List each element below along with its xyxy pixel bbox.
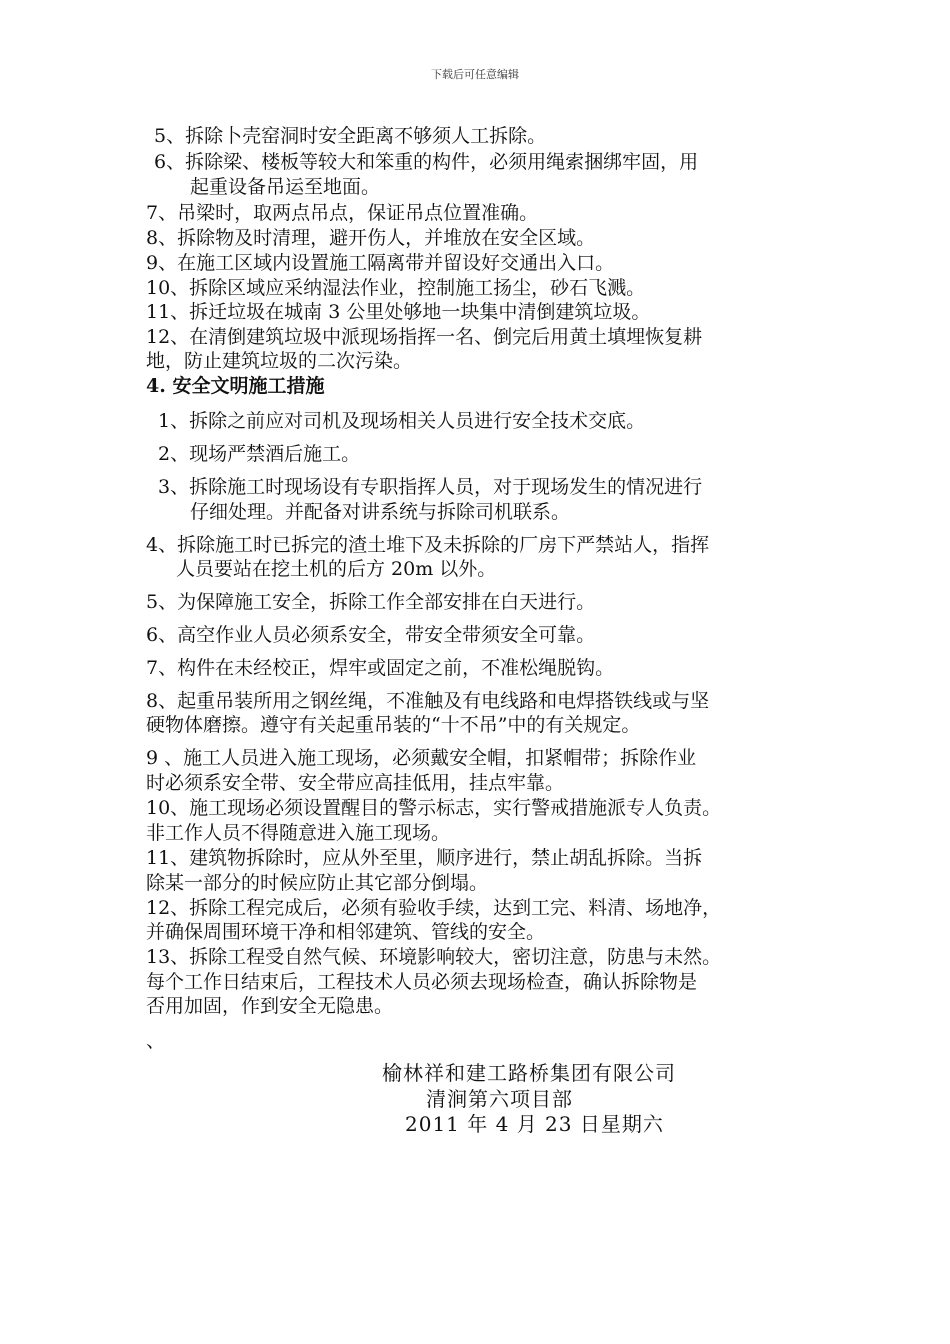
body-line: 硬物体磨擦。遵守有关起重吊装的“十不吊”中的有关规定。 (146, 714, 641, 736)
body-line: 并确保周围环境干净和相邻建筑、管线的安全。 (146, 921, 546, 943)
body-line: 8、拆除物及时清理，避开伤人，并堆放在安全区域。 (146, 227, 596, 249)
signature-company: 榆林祥和建工路桥集团有限公司 (382, 1061, 676, 1085)
body-line: 2、现场严禁酒后施工。 (158, 443, 361, 465)
body-line: 12、拆除工程完成后，必须有验收手续，达到工完、料清、场地净， (146, 897, 722, 919)
body-line: 4、拆除施工时已拆完的渣土堆下及未拆除的厂房下严禁站人，指挥 (146, 534, 710, 556)
body-line: 3、拆除施工时现场设有专职指挥人员，对于现场发生的情况进行 (158, 476, 703, 498)
body-line: 7、吊梁时，取两点吊点，保证吊点位置准确。 (146, 202, 539, 224)
body-line: 每个工作日结束后，工程技术人员必须去现场检查，确认拆除物是 (146, 971, 698, 993)
body-line: 除某一部分的时候应防止其它部分倒塌。 (146, 872, 489, 894)
stray-punctuation: 、 (146, 1030, 166, 1052)
body-line: 否用加固，作到安全无隐患。 (146, 995, 394, 1017)
body-line: 1、拆除之前应对司机及现场相关人员进行安全技术交底。 (158, 410, 646, 432)
page-header: 下载后可任意编辑 (431, 68, 519, 81)
body-line: 13、拆除工程受自然气候、环境影响较大，密切注意，防患与未然。 (146, 946, 722, 968)
body-line: 起重设备吊运至地面。 (190, 176, 381, 198)
body-line: 10、拆除区域应采纳湿法作业，控制施工扬尘，砂石飞溅。 (146, 277, 646, 299)
body-line: 11、拆迁垃圾在城南 3 公里处够地一块集中清倒建筑垃圾。 (146, 301, 651, 323)
body-line: 6、拆除梁、楼板等较大和笨重的构件，必须用绳索捆绑牢固，用 (154, 151, 699, 173)
body-line: 9 、施工人员进入施工现场，必须戴安全帽，扣紧帽带；拆除作业 (146, 747, 697, 769)
body-line: 5、为保障施工安全，拆除工作全部安排在白天进行。 (146, 591, 596, 613)
signature-department: 清涧第六项目部 (426, 1087, 573, 1111)
body-line: 仔细处理。并配备对讲系统与拆除司机联系。 (190, 501, 571, 523)
body-line: 6、高空作业人员必须系安全，带安全带须安全可靠。 (146, 624, 596, 646)
body-line: 8、起重吊装所用之钢丝绳，不准触及有电线路和电焊搭铁线或与坚 (146, 690, 710, 712)
body-line: 11、建筑物拆除时，应从外至里，顺序进行，禁止胡乱拆除。当拆 (146, 847, 703, 869)
section-heading: 4. 安全文明施工措施 (146, 375, 325, 397)
body-line: 非工作人员不得随意进入施工现场。 (146, 822, 451, 844)
body-line: 7、构件在未经校正，焊牢或固定之前，不准松绳脱钩。 (146, 657, 615, 679)
body-line: 人员要站在挖土机的后方 20m 以外。 (176, 558, 497, 580)
body-line: 9、在施工区域内设置施工隔离带并留设好交通出入口。 (146, 252, 615, 274)
signature-date: 2011 年 4 月 23 日星期六 (405, 1112, 664, 1136)
body-line: 5、拆除卜壳窑洞时安全距离不够须人工拆除。 (154, 125, 547, 147)
body-line: 时必须系安全带、安全带应高挂低用，挂点牢靠。 (146, 772, 565, 794)
body-line: 12、在清倒建筑垃圾中派现场指挥一名、倒完后用黄土填埋恢复耕 (146, 326, 703, 348)
body-line: 地，防止建筑垃圾的二次污染。 (146, 350, 413, 372)
body-line: 10、施工现场必须设置醒目的警示标志，实行警戒措施派专人负责。 (146, 797, 722, 819)
